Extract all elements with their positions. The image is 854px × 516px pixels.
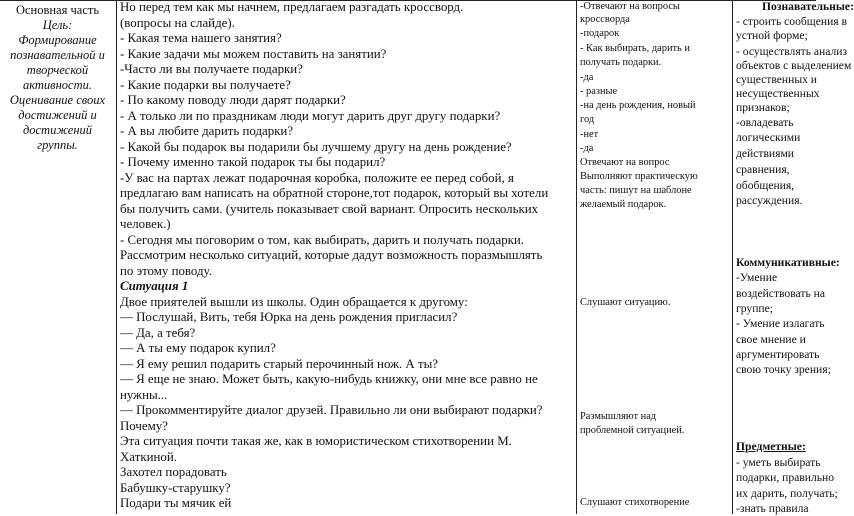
text-line: Отвечают на вопрос [580,157,670,168]
text-line: - строить сообщения в [736,15,847,28]
text-line: Захотел порадовать [120,465,227,479]
text-line: — Я ему решил подарить старый перочинный нож. А ты? [120,356,438,371]
goal-text-line: творческой [26,63,89,77]
text-line: аргументировать [736,348,820,361]
text-line: Почему? [120,418,168,433]
text-line: — А ты ему подарок купил? [120,341,276,355]
text-line: - Какой бы подарок вы подарили бы лучшему другу на день рождение? [120,139,512,154]
text-line: - По какому поводу люди дарят подарки? [120,93,346,107]
text-line: -да [580,72,594,83]
text-line: - Умение излагать [736,317,825,330]
student-activity-cell [580,0,720,514]
goal-text-line: активности. [22,78,93,92]
text-line: -на день рождения, новый [580,100,696,111]
text-line: Слушают стихотворение [580,497,690,508]
section-heading: Предметные: [736,440,806,453]
text-line: их дарить, получать; [736,487,838,500]
text-line: действиями [736,147,795,160]
text-line: Но перед тем как мы начнем, предлагаем разгадать кроссворд. [120,0,464,14]
goal-text-line: Оценивание своих [9,93,106,107]
text-line: объектов с выделением [736,59,852,72]
text-line: -У вас на партах лежат подарочная коробка, положите ее перед собой, я [120,170,514,185]
text-line: Эта ситуация почти такая же, как в юмористическом стихотворении М. [120,434,512,448]
text-line: Рассмотрим несколько ситуаций, которые дадут возможность поразмышлять [120,248,543,262]
text-line: предлагаю вам написать на обратной стороне,тот подарок, который вы хотели [120,186,549,200]
text-line: кроссворда [580,14,630,25]
section-heading: Познавательные: [762,0,854,13]
text-line: Размышляют над [580,411,657,422]
text-line: - Как выбирать, дарить и [580,43,690,54]
text-line: — Я еще не знаю. Может быть, какую-нибудь книжку, они мне все равно не [120,372,538,386]
text-line: сравнения, [736,163,790,176]
text-line: -знать правила [736,502,809,515]
text-line: — Послушай, Вить, тебя Юрка на день рождения пригласил? [120,310,458,324]
text-line: часть: пишут на шаблоне [580,185,692,196]
text-line: проблемной ситуацией. [580,425,685,436]
text-line: (вопросы на слайде). [120,15,235,30]
text-line: Хаткиной. [120,449,177,464]
text-line: - Почему именно такой подарок ты бы подарил? [120,155,386,169]
text-line: — Прокомментируйте диалог друзей. Правильно ли они выбирают подарки? [120,403,543,417]
text-line: - Какая тема нашего занятия? [120,31,282,45]
column-divider [116,0,117,514]
text-line: -нет [580,129,599,140]
text-line: Слушают ситуацию. [580,297,671,308]
text-line: - Сегодня мы поговорим о том, как выбирать, дарить и получать подарки. [120,232,525,247]
competencies-cell [736,0,854,515]
goal-text-line: достижений [22,123,93,137]
text-line: -Часто ли вы получаете подарки? [120,62,303,76]
text-line: воздействовать на [736,287,825,300]
column-divider [732,0,733,514]
goal-label: Цель: [42,18,73,32]
text-line: - уметь выбирать [736,456,821,469]
text-line: -Умение [736,271,778,284]
text-line: существенных и [736,73,818,86]
text-line: свое мнение и [736,333,806,346]
stage-title: Основная часть [15,3,100,17]
goal-text-line: Формирование [18,33,97,47]
text-line: Подари ты мячик ей [120,496,232,510]
stage-cell [0,0,115,153]
text-line: по этому поводу. [120,263,212,278]
text-line: логическими [736,131,801,144]
text-line: бы получить сами. (учитель показывает свой вариант. Опросить нескольких [120,201,539,216]
teacher-activity-cell [120,0,578,512]
text-line: свою точку зрения; [736,363,831,376]
section-heading: Коммуникативные: [736,256,840,269]
situation-heading: Ситуация 1 [120,279,189,293]
text-line: - осуществлять анализ [736,45,848,58]
text-line: -да [580,143,594,154]
text-line: - Какие подарки вы получаете? [120,77,291,92]
text-line: -подарок [580,28,620,39]
goal-text-line: группы. [37,138,78,152]
text-line: желаемый подарок. [580,199,667,210]
goal-text-line: достижений и [18,108,97,122]
text-line: Выполняют практическую [580,171,698,182]
goal-text-line: познавательной и [10,48,105,62]
text-line: группе; [736,302,773,315]
text-line: год [580,114,595,125]
text-line: подарки, правильно [736,471,835,484]
text-line: обобщения, [736,179,795,192]
text-line: признаков; [736,101,790,114]
text-line: - А только ли по праздникам люди могут дарить друг другу подарки? [120,108,501,123]
text-line: Двое приятелей вышли из школы. Один обращается к другому: [120,294,468,309]
text-line: Бабушку-старушку? [120,480,231,495]
text-line: устной форме; [736,29,808,42]
text-line: -овладевать [736,116,794,129]
text-line: — Да, а тебя? [120,325,196,340]
text-line: рассуждения. [736,194,803,207]
text-line: - Какие задачи мы можем поставить на занятии? [120,46,387,61]
text-line: - А вы любите дарить подарки? [120,124,294,138]
text-line: человек.) [120,217,171,231]
text-line: - разные [580,86,618,97]
text-line: нужны... [120,387,168,402]
text-line: несущественных [736,87,820,100]
text-line: получать подарки. [580,57,662,68]
text-line: -Отвечают на вопросы [580,1,680,12]
